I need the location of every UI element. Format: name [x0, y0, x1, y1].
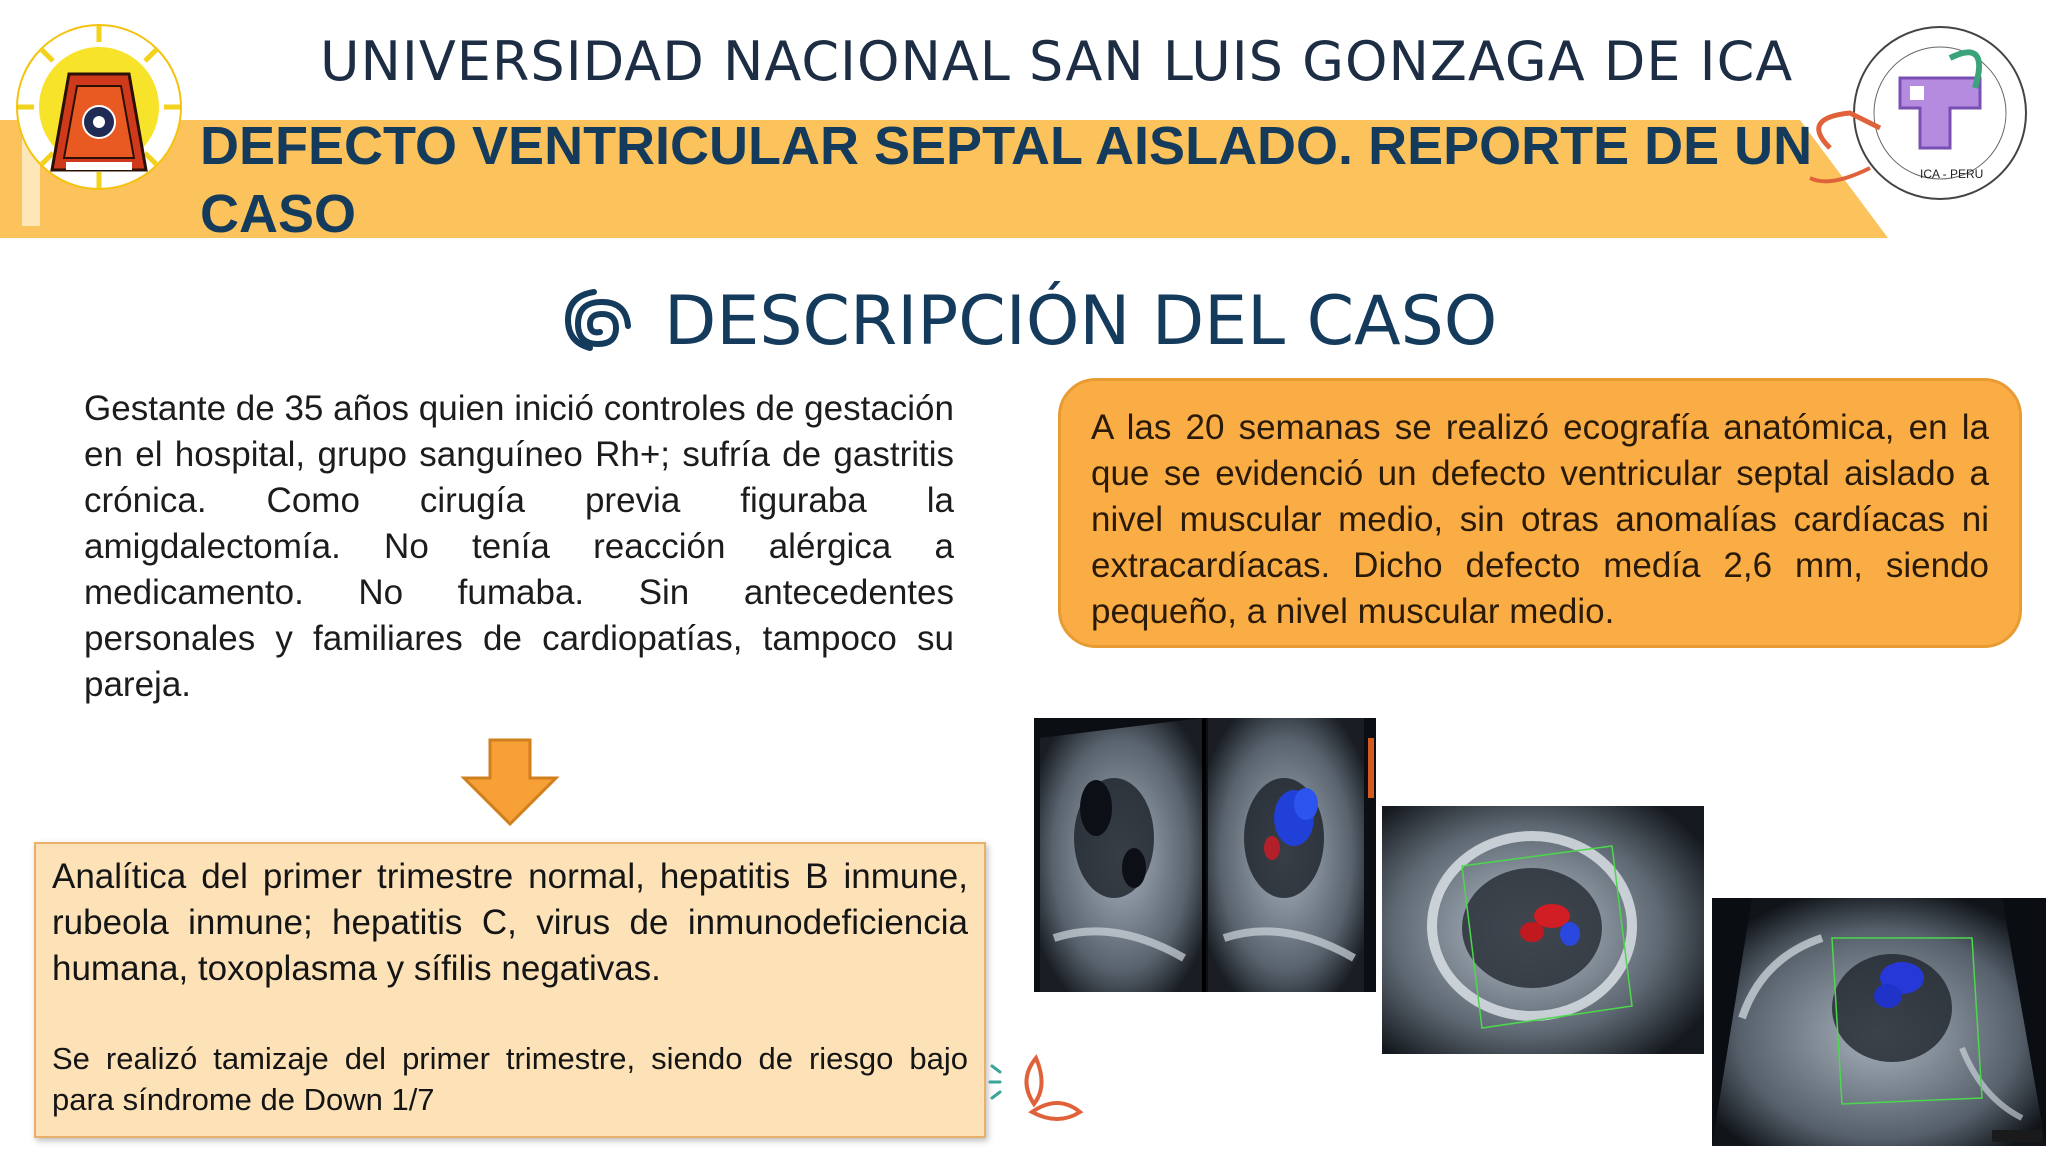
case-description: Gestante de 35 años quien inició controles de gestación en el hospital, grupo sanguíneo Rh+; sufría de gastritis crónica. Como cirugía previa figuraba la amigdalectomía. No tenía reacción alérgica a medicamento. No fumaba. Sin antecedentes personales y familiares de cardiopatías, tampoco su pareja.	[84, 389, 954, 704]
lab-results-text: Analítica del primer trimestre normal, hepatitis B inmune, rubeola inmune; hepatitis C, virus de inmunodeficiencia humana, toxoplasma y sífilis negativas.	[52, 857, 968, 988]
lab-results-box	[34, 842, 986, 1138]
ultrasound-image-3	[1712, 898, 2046, 1146]
section-heading	[560, 276, 1497, 366]
ultrasound-image-1	[1034, 718, 1376, 992]
spiral-icon	[560, 282, 634, 360]
university-logo	[14, 22, 184, 192]
echo-finding-box	[1058, 378, 2022, 648]
down-arrow-icon	[460, 738, 560, 828]
slide-title	[200, 112, 2000, 248]
decorative-leaves-icon	[988, 1050, 1088, 1122]
svg-text:ICA - PERU: ICA - PERU	[1920, 167, 1984, 181]
screening-text: Se realizó tamizaje del primer trimestre, siendo de riesgo bajo para síndrome de Down 1/7	[52, 1041, 968, 1117]
echo-finding-text: A las 20 semanas se realizó ecografía anatómica, en la que se evidenció un defecto ventricular septal aislado a nivel muscular medio, sin otras anomalías cardíacas ni extracardíacas. Dicho defecto medía 2,6 mm, siendo pequeño, a nivel muscular medio.	[1091, 408, 1989, 631]
slide-title-line2: CASO	[200, 184, 357, 244]
university-name: UNIVERSIDAD NACIONAL SAN LUIS GONZAGA DE ICA	[320, 30, 1794, 93]
section-heading-text: DESCRIPCIÓN DEL CASO	[664, 281, 1498, 361]
slide-title-line1: DEFECTO VENTRICULAR SEPTAL AISLADO. REPORTE DE UN	[200, 116, 1813, 176]
ultrasound-image-2	[1382, 806, 1704, 1054]
